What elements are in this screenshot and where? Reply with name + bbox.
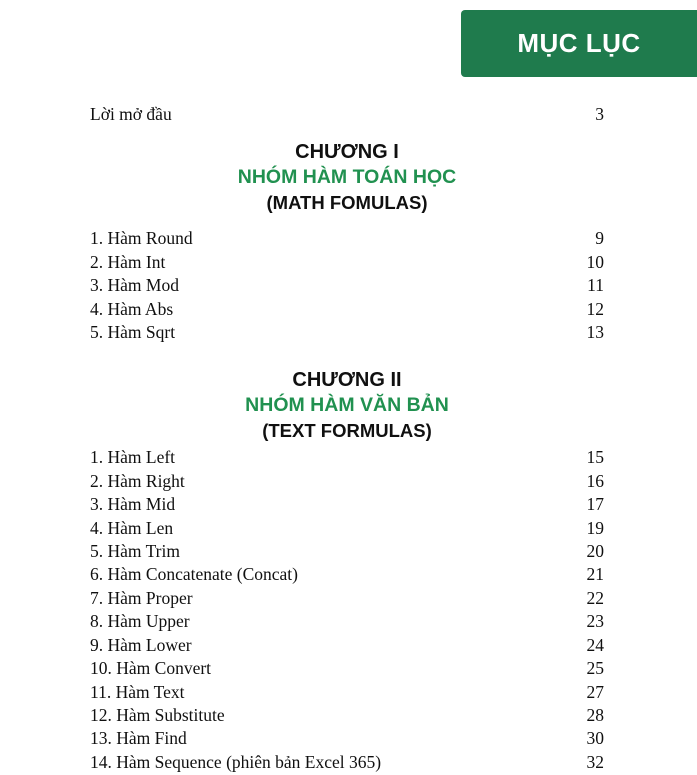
intro-row <box>90 103 604 126</box>
toc-row <box>90 298 604 321</box>
toc-entry-label: 13. Hàm Find <box>90 728 187 749</box>
toc-entry-page: 27 <box>586 681 604 702</box>
chapter-subtitle-en: (MATH FOMULAS) <box>266 192 428 214</box>
toc-row <box>90 751 604 774</box>
toc-entry-label: 12. Hàm Substitute <box>90 704 225 725</box>
toc-row <box>90 251 604 274</box>
toc-entry-label: 1. Hàm Left <box>90 447 176 468</box>
intro-label: Lời mở đầu <box>90 104 172 124</box>
chapter-subtitle: NHÓM HÀM TOÁN HỌC <box>237 166 457 189</box>
toc-row <box>90 274 604 297</box>
chapter-section <box>90 368 604 774</box>
toc-entry-label: 2. Hàm Int <box>90 251 166 272</box>
toc-entry-page: 22 <box>586 587 604 608</box>
chapter-items <box>90 446 604 774</box>
toc-row <box>90 446 604 469</box>
toc-entry-page: 28 <box>586 704 604 725</box>
toc-row <box>90 493 604 516</box>
chapter-section <box>90 140 604 344</box>
toc-entry-label: 8. Hàm Upper <box>90 611 190 632</box>
chapter-items <box>90 227 604 344</box>
intro-page-number: 3 <box>595 104 604 124</box>
chapter-subtitle: NHÓM HÀM VĂN BẢN <box>245 394 449 417</box>
toc-row <box>90 321 604 344</box>
toc-entry-label: 10. Hàm Convert <box>90 658 212 679</box>
toc-entry-label: 2. Hàm Right <box>90 470 185 491</box>
toc-entry-page: 10 <box>586 251 604 272</box>
toc-entry-page: 13 <box>586 322 604 343</box>
toc-row <box>90 563 604 586</box>
chapter-title: CHƯƠNG I <box>295 141 399 164</box>
toc-entry-label: 5. Hàm Trim <box>90 541 180 562</box>
toc-row <box>90 587 604 610</box>
toc-row <box>90 704 604 727</box>
toc-entry-label: 1. Hàm Round <box>90 228 193 249</box>
toc-entry-label: 11. Hàm Text <box>90 681 185 702</box>
toc-row <box>90 681 604 704</box>
toc-entry-page: 11 <box>587 275 604 296</box>
toc-title: MỤC LỤC <box>517 28 641 58</box>
toc-entry-label: 3. Hàm Mod <box>90 275 179 296</box>
toc-entry-page: 16 <box>586 470 604 491</box>
toc-entry-page: 9 <box>595 228 604 249</box>
toc-row <box>90 540 604 563</box>
toc-entry-page: 30 <box>586 728 604 749</box>
toc-row <box>90 610 604 633</box>
toc-row <box>90 227 604 250</box>
toc-content <box>90 103 604 774</box>
toc-entry-label: 7. Hàm Proper <box>90 587 193 608</box>
chapter-subtitle-en: (TEXT FORMULAS) <box>262 420 432 442</box>
toc-entry-label: 5. Hàm Sqrt <box>90 322 176 343</box>
toc-entry-label: 9. Hàm Lower <box>90 634 192 655</box>
toc-row <box>90 657 604 680</box>
toc-entry-page: 20 <box>586 541 604 562</box>
toc-entry-label: 3. Hàm Mid <box>90 494 176 515</box>
toc-row <box>90 470 604 493</box>
toc-entry-page: 32 <box>586 751 604 772</box>
toc-entry-page: 21 <box>586 564 604 585</box>
toc-entry-label: 4. Hàm Len <box>90 517 174 538</box>
toc-entry-label: 14. Hàm Sequence (phiên bản Excel 365) <box>90 751 382 772</box>
toc-entry-page: 25 <box>586 658 604 679</box>
toc-entry-page: 23 <box>586 611 604 632</box>
chapter-title: CHƯƠNG II <box>292 369 402 392</box>
toc-banner <box>461 10 697 77</box>
chapters-container <box>90 140 604 774</box>
toc-entry-label: 6. Hàm Concatenate (Concat) <box>90 564 298 585</box>
toc-row <box>90 634 604 657</box>
toc-entry-page: 17 <box>586 494 604 515</box>
toc-entry-page: 19 <box>586 517 604 538</box>
toc-entry-page: 24 <box>586 634 604 655</box>
toc-entry-page: 15 <box>586 447 604 468</box>
toc-row <box>90 727 604 750</box>
toc-entry-label: 4. Hàm Abs <box>90 298 174 319</box>
toc-entry-page: 12 <box>586 298 604 319</box>
toc-row <box>90 517 604 540</box>
